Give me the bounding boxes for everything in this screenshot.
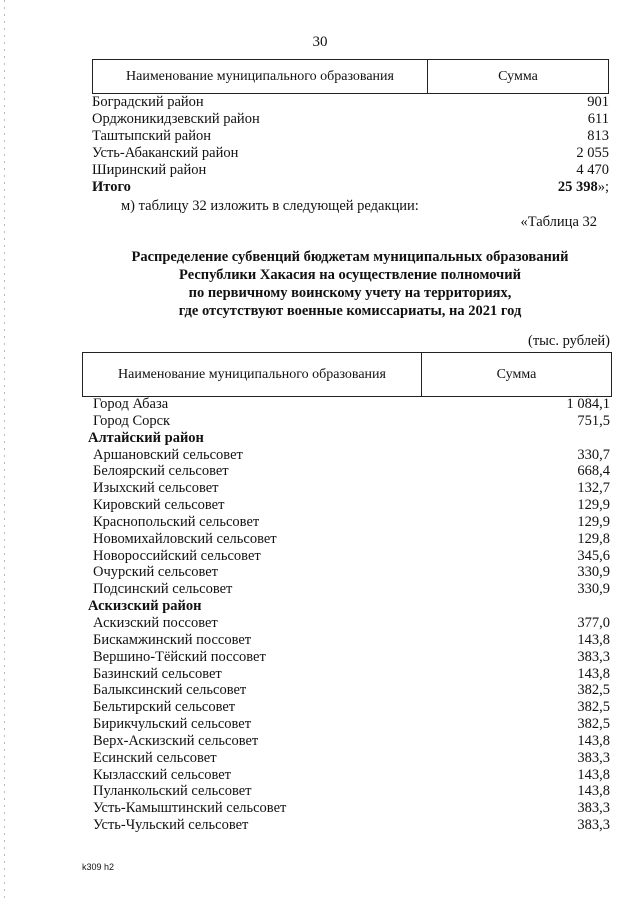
group-name: Алтайский район (88, 429, 204, 446)
row-value: 611 (587, 111, 609, 127)
table-row (92, 94, 609, 111)
table-row (88, 413, 610, 430)
table-title (80, 248, 620, 320)
row-value: 143,8 (577, 783, 610, 800)
row-value: 383,3 (577, 648, 610, 665)
row-name: Новомихайловский сельсовет (93, 530, 277, 547)
row-value: 132,7 (577, 480, 610, 497)
row-name: Изыхский сельсовет (93, 480, 219, 497)
table2-header (82, 352, 612, 397)
title-line: по первичному воинскому учету на территориях, (188, 285, 512, 301)
row-value: 383,3 (577, 749, 610, 766)
table-row (88, 666, 610, 683)
table-row (88, 564, 610, 581)
table-row (88, 682, 610, 699)
row-name: Город Сорск (93, 412, 171, 429)
row-value: 330,7 (577, 446, 610, 463)
table-row (88, 497, 610, 514)
row-value: 813 (587, 128, 609, 144)
row-value: 143,8 (577, 732, 610, 749)
row-name: Есинский сельсовет (93, 749, 217, 766)
row-value: 901 (587, 94, 609, 110)
row-name: Аскизский поссовет (93, 614, 218, 631)
table-row (88, 733, 610, 750)
table-row (88, 463, 610, 480)
row-name: Бирикчульский сельсовет (93, 716, 252, 733)
row-name: Город Абаза (93, 396, 169, 412)
group-header-row (88, 430, 610, 447)
row-name: Бискамжинский поссовет (93, 631, 252, 648)
row-value: 383,3 (577, 800, 610, 817)
row-value: 143,8 (577, 631, 610, 648)
row-name: Бельтирский сельсовет (93, 699, 236, 716)
row-name: Усть-Абаканский район (92, 145, 239, 161)
scan-edge-dots (4, 0, 5, 899)
total-value-group (558, 179, 609, 196)
row-value: 129,8 (577, 530, 610, 547)
table-row (88, 800, 610, 817)
table1-header-sum: Сумма (498, 68, 538, 84)
table-row (88, 396, 610, 413)
row-name: Кировский сельсовет (93, 497, 225, 514)
row-name: Аршановский сельсовет (93, 446, 243, 463)
row-value: 330,9 (577, 581, 610, 598)
table-row (88, 514, 610, 531)
row-value: 751,5 (577, 412, 610, 429)
table1-total-row (92, 179, 609, 196)
title-line: Республики Хакасия на осуществление полномочий (179, 267, 521, 283)
table-row (88, 581, 610, 598)
table-row (88, 531, 610, 548)
table-row (88, 716, 610, 733)
table-row (88, 548, 610, 565)
row-value: 129,9 (577, 513, 610, 530)
row-name: Базинский сельсовет (93, 665, 222, 682)
total-value: 25 398 (557, 179, 598, 195)
row-name: Балыксинский сельсовет (93, 682, 247, 699)
row-name: Усть-Камыштинский сельсовет (93, 800, 287, 817)
row-name: Подсинский сельсовет (93, 581, 233, 598)
row-value: 4 470 (576, 162, 609, 178)
row-name: Боградский район (92, 94, 204, 110)
table-row (92, 128, 609, 145)
table-row (88, 447, 610, 464)
row-value: 383,3 (577, 817, 610, 834)
row-name: Белоярский сельсовет (93, 463, 229, 480)
row-name: Кызласский сельсовет (93, 766, 231, 783)
row-name: Краснопольский сельсовет (93, 513, 260, 530)
row-value: 382,5 (577, 716, 610, 733)
total-suffix: »; (597, 179, 609, 195)
row-value: 382,5 (577, 699, 610, 716)
title-line: где отсутствуют военные комиссариаты, на 2021 год (178, 303, 522, 319)
row-value: 377,0 (577, 614, 610, 631)
row-value: 1 084,1 (566, 396, 610, 412)
table-label: «Таблица 32 (520, 214, 597, 230)
total-label: Итого (92, 179, 131, 195)
table-row (88, 817, 610, 834)
row-value: 143,8 (577, 766, 610, 783)
table-row (88, 480, 610, 497)
row-name: Пуланкольский сельсовет (93, 783, 252, 800)
table-row (88, 699, 610, 716)
table1-header (92, 59, 609, 94)
row-name: Орджоникидзевский район (92, 111, 260, 127)
row-name: Ширинский район (92, 162, 207, 178)
row-value: 129,9 (577, 497, 610, 514)
row-name: Новороссийский сельсовет (93, 547, 261, 564)
row-value: 382,5 (577, 682, 610, 699)
group-header-row (88, 598, 610, 615)
table-row (88, 632, 610, 649)
table-row (92, 111, 609, 128)
table2-header-sum: Сумма (496, 366, 537, 382)
table1-body (92, 94, 609, 196)
row-name: Вершино-Тёйский поссовет (93, 648, 266, 665)
row-value: 143,8 (577, 665, 610, 682)
row-value: 668,4 (577, 463, 610, 480)
page-number: 30 (312, 34, 328, 50)
table-row (92, 145, 609, 162)
table-row (88, 750, 610, 767)
row-name: Усть-Чульский сельсовет (93, 817, 249, 834)
table-row (92, 162, 609, 179)
row-name: Таштыпский район (92, 128, 212, 144)
table-row (88, 649, 610, 666)
group-name: Аскизский район (88, 598, 202, 615)
units-label: (тыс. рублей) (528, 333, 610, 349)
amendment-instruction: м) таблицу 32 изложить в следующей редакции: (121, 198, 419, 214)
table-row (88, 783, 610, 800)
row-value: 345,6 (577, 547, 610, 564)
row-name: Очурский сельсовет (93, 564, 219, 581)
row-value: 330,9 (577, 564, 610, 581)
table2-body (88, 396, 610, 834)
row-name: Верх-Аскизский сельсовет (93, 732, 259, 749)
table-row (88, 615, 610, 632)
footer-code: k309 h2 (82, 862, 115, 872)
table2-header-name: Наименование муниципального образования (83, 353, 422, 396)
row-value: 2 055 (576, 145, 609, 161)
table-row (88, 767, 610, 784)
title-line: Распределение субвенций бюджетам муниципальных образований (131, 249, 569, 265)
table1-header-name: Наименование муниципального образования (93, 60, 428, 93)
